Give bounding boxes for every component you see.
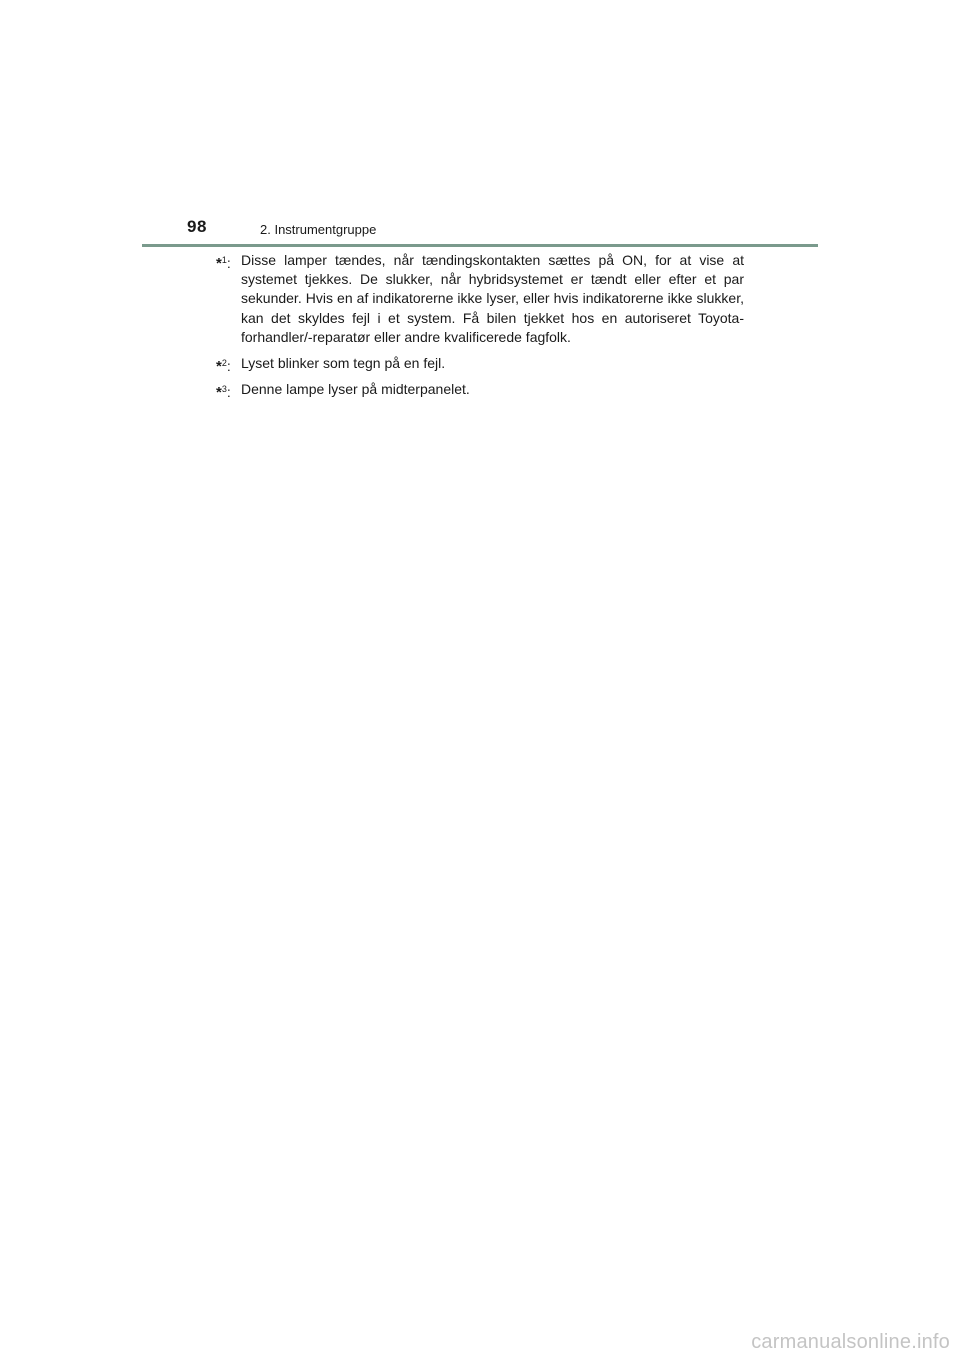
footnote-3: [216, 380, 744, 402]
footnote-separator: :: [226, 358, 231, 375]
footnote-marker: [216, 354, 231, 376]
footnote-star: *: [216, 358, 222, 376]
section-title: 2. Instrumentgruppe: [260, 222, 377, 237]
footnote-star: *: [216, 384, 222, 402]
footnote-number: 1: [221, 255, 227, 265]
footnote-text: Disse lamper tændes, når tændingskontakten sættes på ON, for at vise at systemet tjekkes. De slukker, når hybridsystemet er tændt eller efter et par sekunder. Hvis en af indikatorerne ikke lyser, eller hvis indikatorerne ikke slukker, kan det skyldes fejl i et system. Få bilen tjekket hos en autoriseret Toyota-forhandler/-reparatør eller andre kvalificerede fagfolk.: [241, 252, 744, 345]
footnote-1: [216, 251, 744, 347]
footnote-separator: :: [226, 384, 231, 401]
footnote-text: Lyset blinker som tegn på en fejl.: [241, 355, 446, 372]
header-rule: [142, 244, 818, 247]
footnote-star: *: [216, 255, 222, 272]
footnote-number: 3: [221, 384, 227, 395]
footnote-2: [216, 354, 744, 376]
footnote-marker: [216, 380, 231, 402]
footnote-number: 2: [221, 358, 227, 369]
footnote-text: Denne lampe lyser på midterpanelet.: [241, 381, 470, 398]
page-number: 98: [187, 217, 207, 236]
footnote-marker: [216, 251, 231, 273]
footnotes: [216, 251, 744, 406]
watermark: carmanualsonline.info: [751, 1331, 950, 1353]
footnote-separator: :: [226, 255, 231, 271]
